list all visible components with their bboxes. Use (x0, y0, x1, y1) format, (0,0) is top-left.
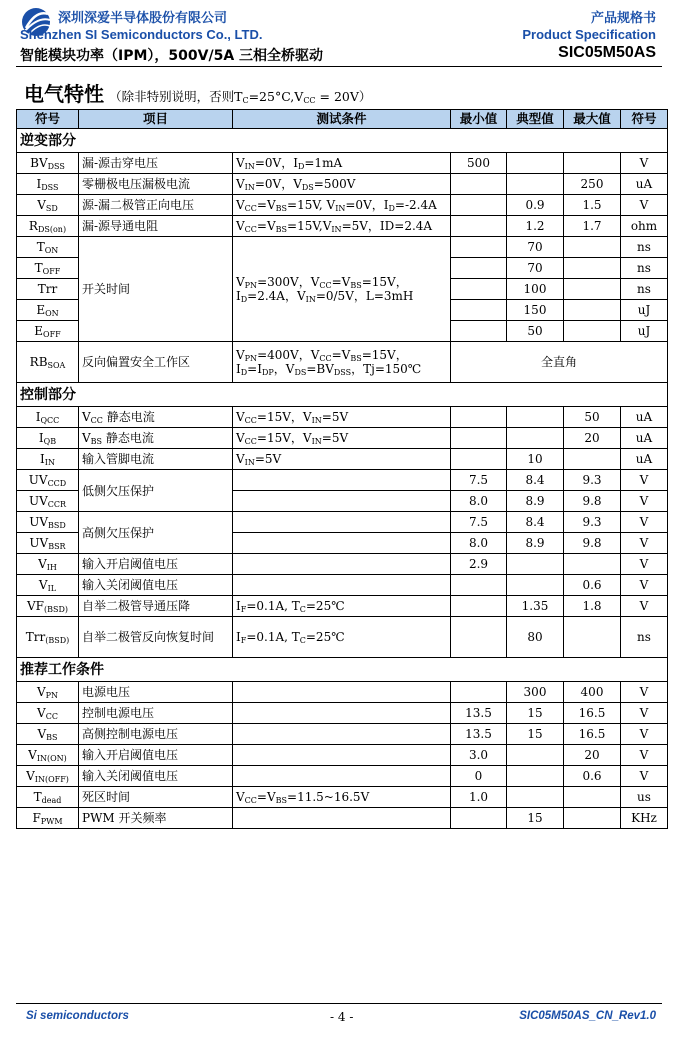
header-unit: 符号 (621, 110, 668, 129)
table-row: $V_{IH}$ 输入开启阈值电压 2.9 V (17, 554, 668, 575)
page-number: - 4 - (330, 1010, 354, 1024)
header-condition: 测试条件 (233, 110, 451, 129)
section-row-control: 控制部分 (17, 383, 668, 407)
table-row: $I_{QB}$ $V_{BS}$ 静态电流 $V_{CC}=15V$，$V_{IN}=5V$ 20 uA (17, 428, 668, 449)
table-row: $V_{PN}$ 电源电压 300 400 V (17, 682, 668, 703)
table-row: Trr$_{(BSD)}$ 自举二极管反向恢复时间 $I_F=0.1A$, $T_C=25℃$ 80 ns (17, 617, 668, 658)
table-row: $V_{IL}$ 输入关闭阈值电压 0.6 V (17, 575, 668, 596)
table-row: $R_{DS(on)}$ 漏-源导通电阻 $V_{CC}=V_{BS}=15V,V_{IN}=5V$，ID=2.4A 1.2 1.7 ohm (17, 216, 668, 237)
table-row: $T_{dead}$ 死区时间 $V_{CC}=V_{BS}=11.5\sim 16.5V$ 1.0 us (17, 787, 668, 808)
header-max: 最大值 (564, 110, 621, 129)
section-title (24, 78, 371, 107)
header-item: 项目 (79, 110, 233, 129)
table-row: Trr 100 ns (17, 279, 668, 300)
table-row: $BV_{DSS}$ 漏-源击穿电压 $V_{IN}=0V$，$I_D=1mA$ 500 V (17, 153, 668, 174)
header-typ: 典型值 (507, 110, 564, 129)
header-divider (16, 66, 662, 67)
company-name-cn: 深圳深爱半导体股份有限公司 (58, 11, 228, 26)
table-row: $T_{OFF}$ 70 ns (17, 258, 668, 279)
table-row: $UV_{BSR}$ 8.0 8.9 9.8 V (17, 533, 668, 554)
part-number: SIC05M50AS (558, 44, 656, 61)
table-row: $V_{IN(OFF)}$ 输入关闭阈值电压 0 0.6 V (17, 766, 668, 787)
table-row: $V_{CC}$ 控制电源电压 13.5 15 16.5 V (17, 703, 668, 724)
table-row: $E_{OFF}$ 50 uJ (17, 321, 668, 342)
electrical-characteristics-table (16, 109, 668, 829)
table-row: $UV_{BSD}$ 高侧欠压保护 7.5 8.4 9.3 V (17, 512, 668, 533)
table-row: $T_{ON}$ 开关时间 $V_{PN}=300V$，$V_{CC}=V_{BS}=15V$， $I_D=2.4A$，$V_{IN}=0/5V$，L=3mH 70 ns (17, 237, 668, 258)
footer-divider (16, 1003, 662, 1004)
document-revision: SIC05M50AS_CN_Rev1.0 (519, 1010, 656, 1022)
table-row: $UV_{CCR}$ 8.0 8.9 9.8 V (17, 491, 668, 512)
table-row: $V_{SD}$ 源-漏二极管正向电压 $V_{CC}=V_{BS}=15V$, $V_{IN}=0V$，$I_D=-2.4A$ 0.9 1.5 V (17, 195, 668, 216)
section-row-inverter: 逆变部分 (17, 129, 668, 153)
company-name-en: Shenzhen SI Semiconductors Co., LTD. (20, 27, 263, 42)
table-row: $V_{IN(ON)}$ 输入开启阈值电压 3.0 20 V (17, 745, 668, 766)
table-row: $V_{BS}$ 高侧控制电源电压 13.5 15 16.5 V (17, 724, 668, 745)
table-row: $VF_{(BSD)}$ 自举二极管导通压降 $I_F=0.1A$, $T_C=25℃$ 1.35 1.8 V (17, 596, 668, 617)
table-header-row (17, 110, 668, 129)
table-row: $I_{DSS}$ 零栅极电压漏极电流 $V_{IN}=0V$，$V_{DS}=500V$ 250 uA (17, 174, 668, 195)
section-row-recommended: 推荐工作条件 (17, 658, 668, 682)
table-row: $UV_{CCD}$ 低侧欠压保护 7.5 8.4 9.3 V (17, 470, 668, 491)
spec-title-cn: 产品规格书 (590, 11, 656, 26)
table-row: $RB_{SOA}$ 反向偏置安全工作区 $V_{PN}=400V$，$V_{CC}=V_{BS}=15V$， $I_D=I_{DP}$，$V_{DS}=BV_{DSS}$，Tj=150℃ 全直角 (17, 342, 668, 383)
section-note: （除非特别说明，否则$T_C=25^\circ C,V_{CC} = 20V$） (109, 89, 372, 105)
footer-company: Si semiconductors (26, 1010, 129, 1022)
table-row: $E_{ON}$ 150 uJ (17, 300, 668, 321)
table-row: $I_{QCC}$ $V_{CC}$ 静态电流 $V_{CC}=15V$，$V_{IN}=5V$ 50 uA (17, 407, 668, 428)
product-subtitle: 智能模块功率（IPM），500V/5A 三相全桥驱动 (20, 48, 324, 64)
spec-title-en: Product Specification (522, 27, 656, 42)
section-heading: 电气特性 (24, 82, 104, 106)
table-row: $I_{IN}$ 输入管脚电流 $V_{IN}=5V$ 10 uA (17, 449, 668, 470)
table-row: $F_{PWM}$ PWM 开关频率 15 KHz (17, 808, 668, 829)
header-min: 最小值 (451, 110, 507, 129)
header-symbol: 符号 (17, 110, 79, 129)
